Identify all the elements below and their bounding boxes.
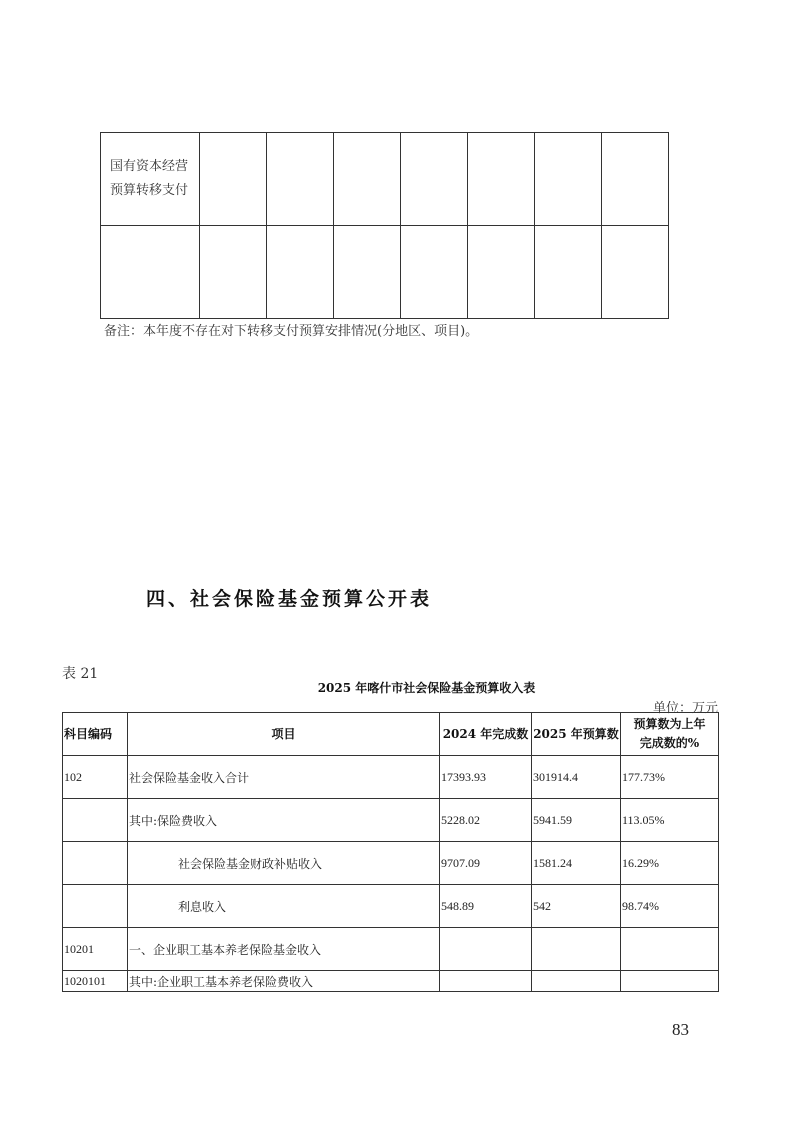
table-cell [602, 133, 669, 226]
cell-ratio: 113.05% [621, 799, 719, 842]
cell-budget-2025: 1581.24 [532, 842, 621, 885]
table-row [63, 756, 719, 799]
cell-done-2024: 5228.02 [440, 799, 532, 842]
cell-code: 1020101 [63, 971, 128, 992]
cell-ratio [621, 971, 719, 992]
cell-code: 102 [63, 756, 128, 799]
transfer-payment-table [100, 132, 669, 319]
cell-ratio: 177.73% [621, 756, 719, 799]
cell-budget-2025 [532, 971, 621, 992]
cell-budget-2025: 542 [532, 885, 621, 928]
cell-item: 其中:企业职工基本养老保险费收入 [128, 971, 440, 992]
cell-item: 利息收入 [128, 885, 440, 928]
table-row [63, 928, 719, 971]
table-number: 表 21 [62, 666, 99, 682]
header-item: 项目 [128, 713, 440, 756]
table-row [63, 971, 719, 992]
cell-done-2024 [440, 971, 532, 992]
cell-done-2024: 548.89 [440, 885, 532, 928]
cell-item: 社会保险基金收入合计 [128, 756, 440, 799]
table-cell [200, 133, 267, 226]
row-label-cell [101, 133, 200, 226]
cell-item: 其中:保险费收入 [128, 799, 440, 842]
table-row [63, 842, 719, 885]
cell-budget-2025: 301914.4 [532, 756, 621, 799]
header-ratio-line1: 预算数为上年 [633, 717, 706, 731]
table-cell [200, 226, 267, 319]
table-cell [334, 226, 401, 319]
cell-code [63, 885, 128, 928]
section-title: 四、社会保险基金预算公开表 [146, 588, 433, 610]
cell-ratio [621, 928, 719, 971]
cell-ratio: 98.74% [621, 885, 719, 928]
unit-label: 单位：万元 [652, 701, 718, 716]
table-cell [602, 226, 669, 319]
header-done-2024: 2024 年完成数 [440, 713, 532, 756]
table-cell [101, 226, 200, 319]
cell-budget-2025 [532, 928, 621, 971]
page-number: 83 [672, 1020, 689, 1039]
table-cell [401, 133, 468, 226]
table-row [63, 885, 719, 928]
cell-done-2024 [440, 928, 532, 971]
row-label-line2: 预算转移支付 [110, 183, 189, 198]
table-cell [535, 226, 602, 319]
cell-item: 一、企业职工基本养老保险基金收入 [128, 928, 440, 971]
cell-done-2024: 17393.93 [440, 756, 532, 799]
social-insurance-revenue-table [62, 712, 719, 992]
row-label-line1: 国有资本经营 [110, 159, 189, 174]
cell-code: 10201 [63, 928, 128, 971]
table-note: 备注：本年度不存在对下转移支付预算安排情况(分地区、项目)。 [104, 324, 479, 339]
table-cell [468, 133, 535, 226]
table-cell [267, 226, 334, 319]
table-row [63, 799, 719, 842]
table-cell [535, 133, 602, 226]
cell-done-2024: 9707.09 [440, 842, 532, 885]
cell-item: 社会保险基金财政补贴收入 [128, 842, 440, 885]
table-cell [401, 226, 468, 319]
table-row [101, 133, 669, 226]
table-row [101, 226, 669, 319]
cell-ratio: 16.29% [621, 842, 719, 885]
header-code: 科目编码 [63, 713, 128, 756]
header-row [63, 713, 719, 756]
cell-code [63, 799, 128, 842]
table-title: 2025 年喀什市社会保险基金预算收入表 [317, 681, 536, 695]
header-ratio [621, 713, 719, 756]
cell-budget-2025: 5941.59 [532, 799, 621, 842]
header-budget-2025: 2025 年预算数 [532, 713, 621, 756]
table-cell [334, 133, 401, 226]
table-cell [468, 226, 535, 319]
table-cell [267, 133, 334, 226]
header-ratio-line2: 完成数的% [639, 736, 700, 750]
cell-code [63, 842, 128, 885]
